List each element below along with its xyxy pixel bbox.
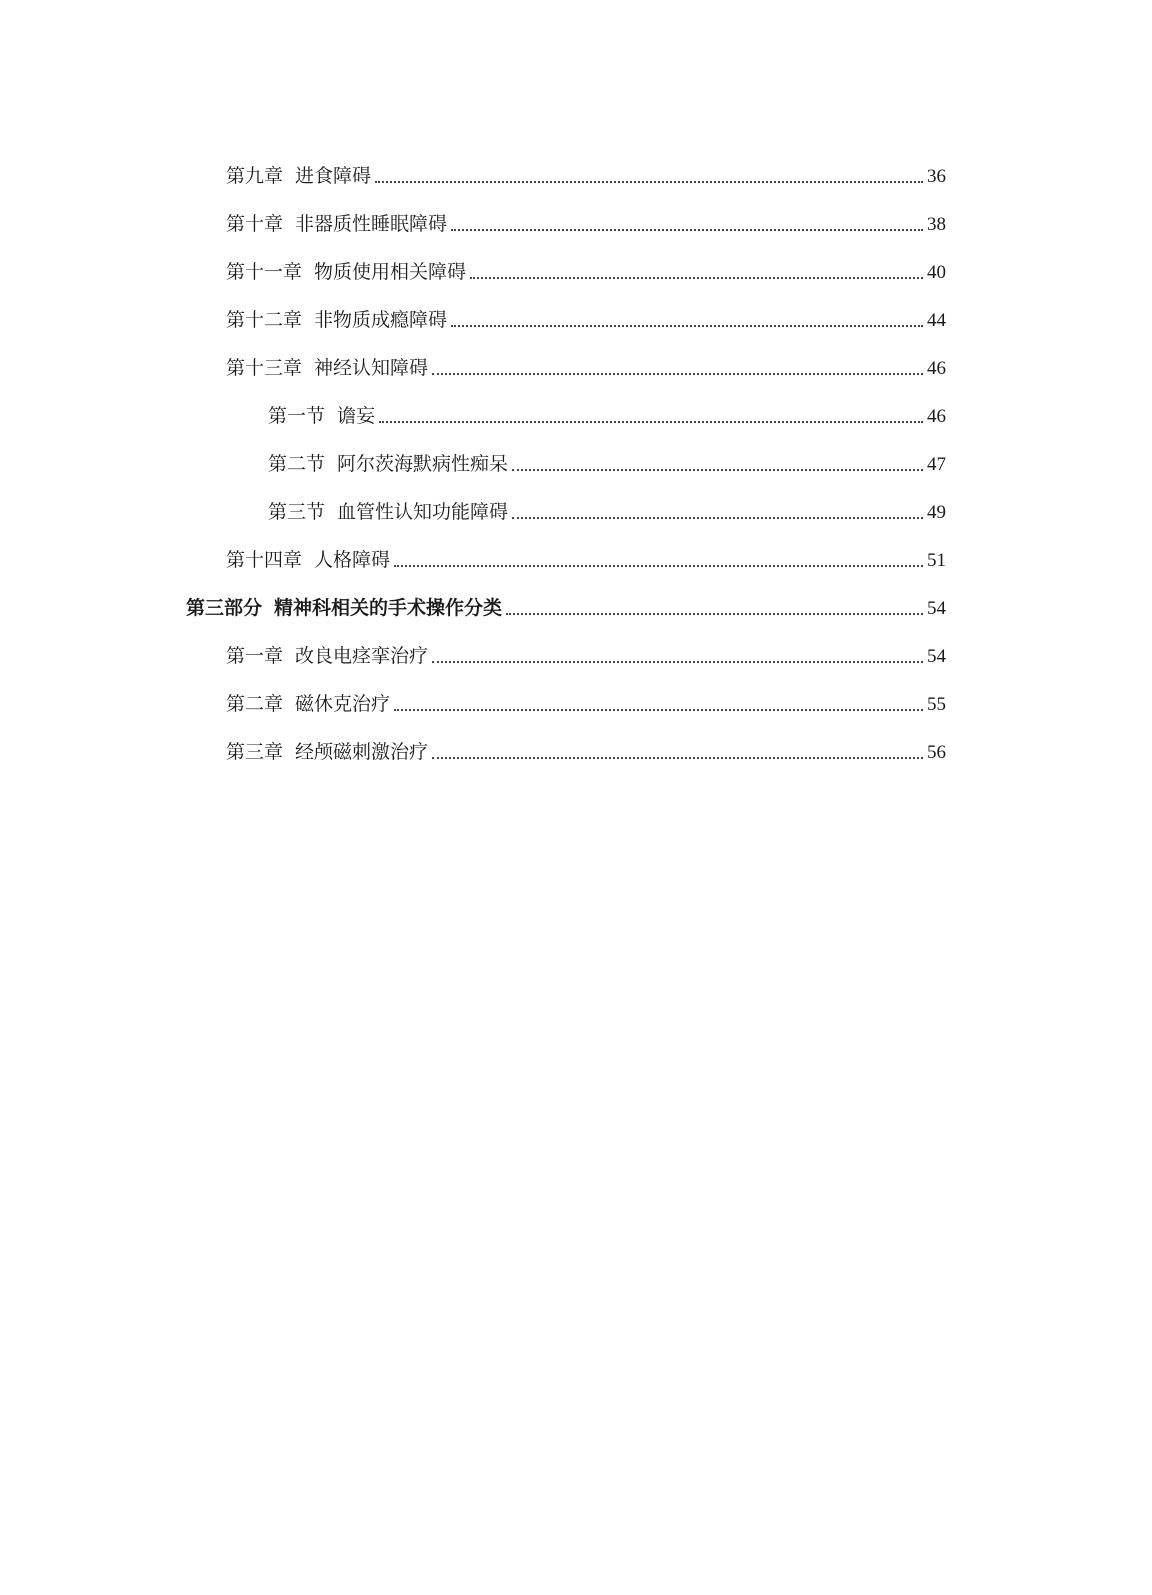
toc-entry[interactable] bbox=[226, 684, 946, 714]
toc-entry-label bbox=[268, 407, 375, 426]
dot-leader bbox=[512, 516, 923, 519]
toc-entry-page: 49 bbox=[927, 502, 946, 523]
toc-entry-page: 55 bbox=[927, 694, 946, 715]
toc-entry-number: 第九章 bbox=[226, 165, 284, 187]
toc-entry[interactable] bbox=[268, 444, 946, 474]
toc-entry-label bbox=[226, 695, 390, 714]
toc-entry-title: 改良电痉挛治疗 bbox=[295, 645, 429, 667]
toc-entry-label bbox=[186, 599, 502, 618]
toc-entry-number: 第十章 bbox=[226, 213, 284, 235]
toc-entry-title: 精神科相关的手术操作分类 bbox=[274, 597, 503, 619]
dot-leader bbox=[432, 756, 923, 759]
toc-entry-page: 46 bbox=[927, 358, 946, 379]
toc-entry-number: 第二章 bbox=[226, 693, 284, 715]
toc-entry-number: 第十四章 bbox=[226, 549, 303, 571]
dot-leader bbox=[451, 228, 923, 231]
toc-entry[interactable] bbox=[268, 396, 946, 426]
toc-entry[interactable] bbox=[226, 156, 946, 186]
dot-leader bbox=[506, 612, 923, 615]
dot-leader bbox=[432, 372, 923, 375]
dot-leader bbox=[512, 468, 923, 471]
toc-entry-title: 非物质成瘾障碍 bbox=[314, 309, 448, 331]
toc-entry-title: 磁休克治疗 bbox=[295, 693, 391, 715]
toc-entry-number: 第三部分 bbox=[186, 597, 263, 619]
toc-entry-number: 第三节 bbox=[268, 501, 326, 523]
toc-entry-number: 第一章 bbox=[226, 645, 284, 667]
toc-entry-number: 第一节 bbox=[268, 405, 326, 427]
toc-entry-page: 51 bbox=[927, 550, 946, 571]
toc-entry-page: 47 bbox=[927, 454, 946, 475]
toc-entry[interactable] bbox=[226, 204, 946, 234]
toc-entry-label bbox=[268, 503, 508, 522]
toc-entry-page: 54 bbox=[927, 646, 946, 667]
toc-entry-page: 44 bbox=[927, 310, 946, 331]
dot-leader bbox=[394, 564, 923, 567]
toc-entry-title: 阿尔茨海默病性痴呆 bbox=[337, 453, 509, 475]
toc-entry-page: 36 bbox=[927, 166, 946, 187]
toc-entry-title: 谵妄 bbox=[337, 405, 376, 427]
toc-entry-page: 54 bbox=[927, 598, 946, 619]
toc-entry[interactable] bbox=[226, 732, 946, 762]
toc-entry-number: 第十三章 bbox=[226, 357, 303, 379]
toc-entry-page: 38 bbox=[927, 214, 946, 235]
dot-leader bbox=[375, 180, 923, 183]
toc-entry-number: 第十一章 bbox=[226, 261, 303, 283]
dot-leader bbox=[379, 420, 923, 423]
toc-entry-title: 人格障碍 bbox=[314, 549, 391, 571]
toc-entry-label bbox=[226, 359, 428, 378]
toc-entry-label bbox=[226, 167, 371, 186]
toc-entry[interactable] bbox=[226, 636, 946, 666]
toc-entry-page: 46 bbox=[927, 406, 946, 427]
toc-entry[interactable] bbox=[268, 492, 946, 522]
toc-entry-title: 物质使用相关障碍 bbox=[314, 261, 467, 283]
toc-entry-number: 第二节 bbox=[268, 453, 326, 475]
toc-entry-label bbox=[226, 647, 428, 666]
dot-leader bbox=[470, 276, 923, 279]
toc-entry-number: 第三章 bbox=[226, 741, 284, 763]
toc-entry-page: 40 bbox=[927, 262, 946, 283]
dot-leader bbox=[432, 660, 923, 663]
toc-entry-title: 血管性认知功能障碍 bbox=[337, 501, 509, 523]
dot-leader bbox=[451, 324, 923, 327]
toc-entry-title: 进食障碍 bbox=[295, 165, 372, 187]
toc-entry[interactable] bbox=[226, 252, 946, 282]
toc-entry-title: 非器质性睡眠障碍 bbox=[295, 213, 448, 235]
toc-entry-page: 56 bbox=[927, 742, 946, 763]
dot-leader bbox=[394, 708, 923, 711]
toc-entry-label bbox=[226, 311, 447, 330]
toc-entry-label bbox=[226, 551, 390, 570]
toc-entry[interactable] bbox=[226, 540, 946, 570]
toc-entry[interactable] bbox=[226, 300, 946, 330]
toc-entry-label bbox=[226, 743, 428, 762]
toc-entry-title: 神经认知障碍 bbox=[314, 357, 429, 379]
toc-entry-title: 经颅磁刺激治疗 bbox=[295, 741, 429, 763]
toc-entry[interactable] bbox=[226, 348, 946, 378]
toc-entry-label bbox=[268, 455, 508, 474]
toc-entry-label bbox=[226, 263, 466, 282]
toc-entry-part[interactable] bbox=[186, 588, 946, 618]
toc-entry-label bbox=[226, 215, 447, 234]
toc-entry-number: 第十二章 bbox=[226, 309, 303, 331]
